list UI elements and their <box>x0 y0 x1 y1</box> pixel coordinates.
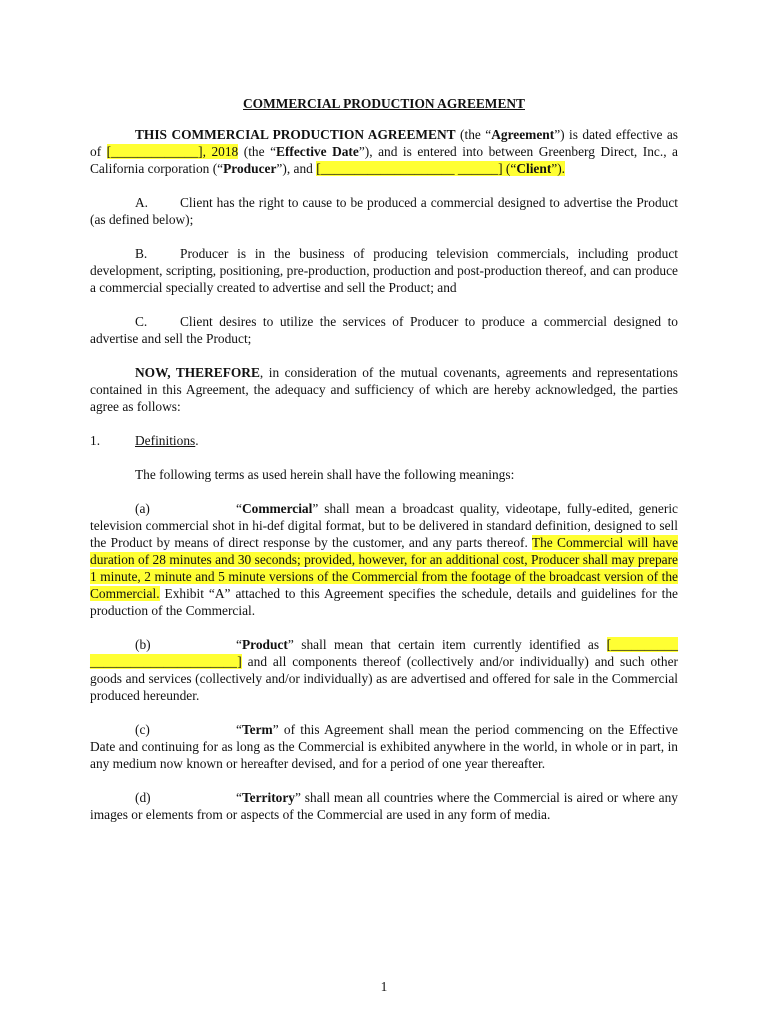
recital-a <box>90 194 678 228</box>
definition-product <box>90 636 678 704</box>
section-1-title: Definitions <box>135 433 196 448</box>
preamble-paragraph <box>90 126 678 177</box>
definition-b-label: (b) <box>135 637 151 652</box>
defined-term-product: Product <box>241 637 288 652</box>
recital-c-letter: C. <box>135 314 148 329</box>
client-name-blank: [____________________ ______] (“ <box>316 161 517 176</box>
product-name-blank: __________ ______________________ <box>90 637 678 669</box>
definition-commercial <box>90 500 678 619</box>
preamble-text: ”) is dated effective as of <box>90 127 678 159</box>
recital-b <box>90 245 678 296</box>
definition-a-text-2: Exhibit “A” attached to this Agreement specifies the schedule, details and guidelines for the production of the Commercial. <box>90 586 678 618</box>
defined-term-client: Client <box>516 161 552 176</box>
recital-c-text: Client desires to utilize the services of Producer to produce a commercial designed to advertise and sell the Product; <box>90 314 678 346</box>
preamble-text: (the “ <box>455 127 492 142</box>
quote-mark: “ <box>236 501 242 516</box>
document-title: COMMERCIAL PRODUCTION AGREEMENT <box>243 96 525 111</box>
defined-term-territory: Territory <box>241 790 295 805</box>
definition-c-label: (c) <box>135 722 150 737</box>
defined-term-agreement: Agreement <box>491 127 555 142</box>
defined-term-term: Term <box>241 722 273 737</box>
product-name-blank-open: [ <box>606 637 612 652</box>
definitions-intro: The following terms as used herein shall have the following meanings: <box>135 467 515 482</box>
now-therefore-text: , in consideration of the mutual covenants, agreements and representations contained in this Agreement, the adequacy and sufficiency of which are hereby acknowledged, the parties agree as follows: <box>90 365 678 414</box>
defined-term-commercial: Commercial <box>241 501 313 516</box>
now-therefore-lead: NOW, THEREFORE <box>135 365 260 380</box>
defined-term-effective-date: Effective Date <box>276 144 359 159</box>
preamble-text: ”), and is entered into between Greenberg Direct, Inc., a California corporation (“ <box>90 144 678 176</box>
preamble-text: (the “ <box>238 144 277 159</box>
effective-date-blank: [_____________], 2018 <box>106 144 239 159</box>
preamble-text: ”), and <box>276 161 317 176</box>
recital-b-letter: B. <box>135 246 148 261</box>
quote-mark: “ <box>236 790 242 805</box>
definition-b-text-2: and all components thereof (collectively and/or individually) and such other goods and services (collectively and/or individually) as are advertised and offered for sale in the Commercial produced hereunder. <box>90 654 678 703</box>
product-name-blank-close: ] <box>237 654 242 669</box>
definition-a-text: ” shall mean a broadcast quality, videotape, fully-edited, generic television commercial shot in hi-def digital format, but to be delivered in standard definition, designed to sell the Product by means of direct response by the customer, and any parts thereof. <box>90 501 678 550</box>
recital-c <box>90 313 678 347</box>
recital-a-text: Client has the right to cause to be produced a commercial designed to advertise the Product (as defined below); <box>90 195 678 227</box>
definition-d-label: (d) <box>135 790 151 805</box>
now-therefore-paragraph <box>90 364 678 415</box>
definition-d-text: ” shall mean all countries where the Commercial is aired or where any images or elements from or aspects of the Commercial are used in any form of media. <box>90 790 678 822</box>
recital-b-text: Producer is in the business of producing television commercials, including product development, scripting, positioning, pre-production, production and post-production thereof, and can produce a commercial specially created to advertise and sell the Product; and <box>90 246 678 295</box>
definition-b-text: ” shall mean that certain item currently identified as <box>287 637 607 652</box>
quote-mark: “ <box>236 722 242 737</box>
definition-term <box>90 721 678 772</box>
definition-a-highlight: The Commercial will have duration of 28 minutes and 30 seconds; provided, however, for an additional cost, Producer shall may prepare 1 minute, 2 minute and 5 minute versions of the Commercial from the footage of the broadcast version of the Commercial. <box>90 535 678 601</box>
section-1-period: . <box>195 433 199 448</box>
definition-c-text: ” of this Agreement shall mean the period commencing on the Effective Date and continuing for as long as the Commercial is exhibited anywhere in the world, in whole or in part, in any medium now known or hereafter devised, and for a period of one year thereafter. <box>90 722 678 771</box>
page-number: 1 <box>380 979 388 994</box>
section-1-number: 1. <box>90 433 101 448</box>
definition-a-label: (a) <box>135 501 150 516</box>
definition-territory <box>90 789 678 823</box>
preamble-agreement-name: THIS COMMERCIAL PRODUCTION AGREEMENT <box>135 127 456 142</box>
quote-mark: “ <box>236 637 242 652</box>
recital-a-letter: A. <box>135 195 149 210</box>
defined-term-producer: Producer <box>223 161 277 176</box>
preamble-text: ”). <box>551 161 566 176</box>
section-1-heading <box>90 432 678 449</box>
